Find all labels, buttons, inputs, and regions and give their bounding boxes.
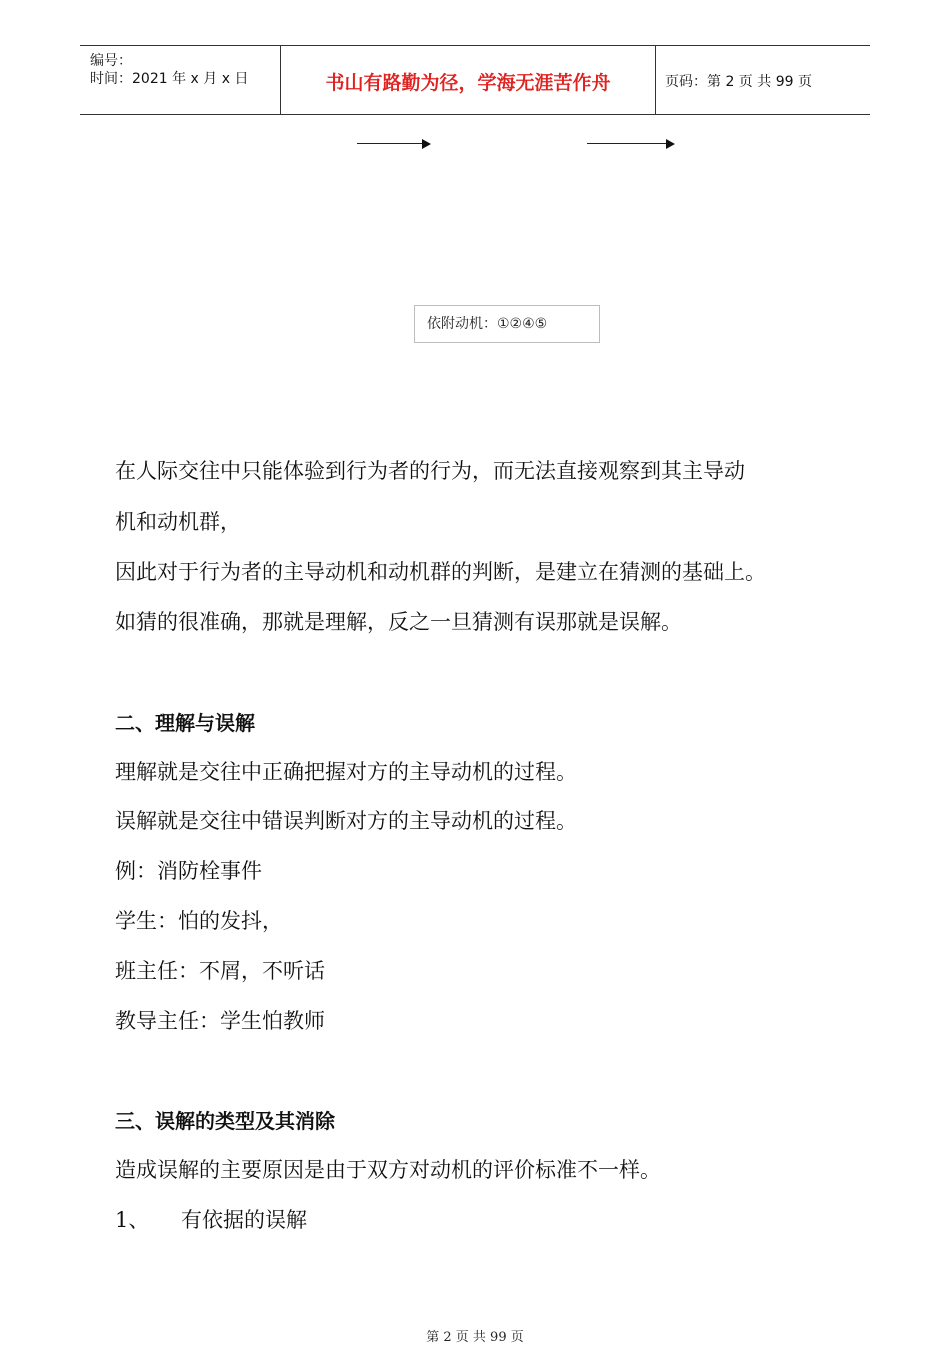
- page-label: 页码：第 2 页 共 99 页: [665, 74, 812, 90]
- paragraph: 误解就是交往中错误判断对方的主导动机的过程。: [115, 809, 577, 833]
- paragraph: 例：消防栓事件: [115, 859, 262, 883]
- paragraph: 机和动机群，: [115, 510, 241, 534]
- section-heading: 三、误解的类型及其消除: [115, 1109, 335, 1133]
- arrow-right-icon: [357, 138, 431, 150]
- paragraph: 班主任：不屑，不听话: [115, 959, 325, 983]
- page-header: [80, 45, 870, 115]
- arrow-right-icon: [587, 138, 675, 150]
- paragraph: 教导主任：学生怕教师: [115, 1009, 325, 1033]
- list-item-number: 1、: [115, 1208, 150, 1232]
- header-meta-cell: [80, 46, 280, 114]
- page-footer: 第 2 页 共 99 页: [426, 1330, 524, 1345]
- list-item-text: 有依据的误解: [181, 1208, 307, 1232]
- paragraph: 因此对于行为者的主导动机和动机群的判断，是建立在猜测的基础上。: [115, 560, 766, 584]
- header-motto-cell: [280, 46, 656, 114]
- paragraph: 在人际交往中只能体验到行为者的行为，而无法直接观察到其主导动: [115, 459, 745, 483]
- paragraph: 学生：怕的发抖，: [115, 909, 283, 933]
- time-label: 时间：2021 年 x 月 x 日: [90, 71, 249, 87]
- paragraph: 如猜的很准确，那就是理解，反之一旦猜测有误那就是误解。: [115, 610, 682, 634]
- paragraph: 理解就是交往中正确把握对方的主导动机的过程。: [115, 760, 577, 784]
- diagram-box: 依附动机：①②④⑤: [414, 305, 600, 343]
- number-label: 编号：: [90, 53, 132, 69]
- paragraph: 造成误解的主要原因是由于双方对动机的评价标准不一样。: [115, 1158, 661, 1182]
- motto-text: 书山有路勤为径，学海无涯苦作舟: [325, 72, 611, 94]
- section-heading: 二、理解与误解: [115, 711, 255, 735]
- header-page-cell: [655, 46, 870, 114]
